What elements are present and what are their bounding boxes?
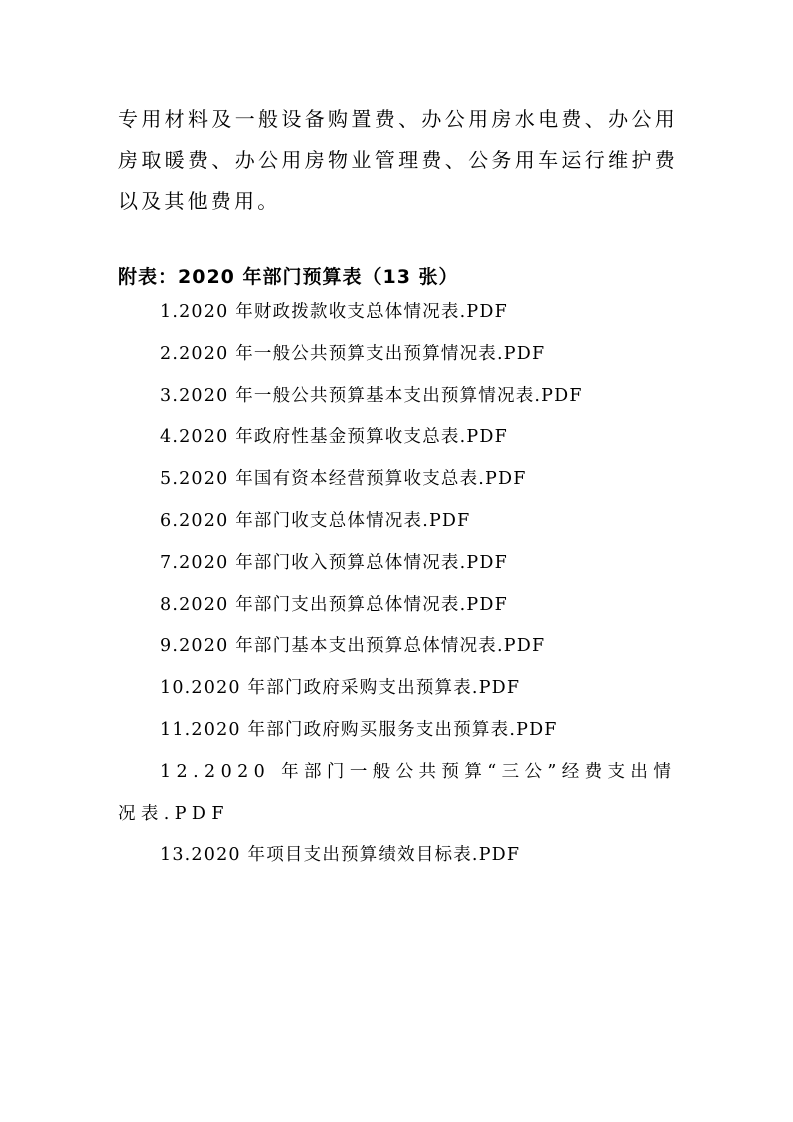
appendix-item: 12.2020 年部门一般公共预算“三公”经费支出情况表.PDF — [118, 761, 677, 824]
body-paragraph: 专用材料及一般设备购置费、办公用房水电费、办公用房取暖费、办公用房物业管理费、公务用车运行维护费以及其他费用。 — [118, 107, 678, 213]
appendix-item: 11.2020 年部门政府购买服务支出预算表.PDF — [160, 719, 558, 740]
appendix-item: 9.2020 年部门基本支出预算总体情况表.PDF — [160, 636, 546, 657]
appendix-list — [118, 292, 678, 877]
appendix-item: 13.2020 年项目支出预算绩效目标表.PDF — [160, 845, 521, 866]
appendix-item: 10.2020 年部门政府采购支出预算表.PDF — [160, 678, 521, 699]
appendix-item: 3.2020 年一般公共预算基本支出预算情况表.PDF — [160, 385, 583, 406]
appendix-item: 8.2020 年部门支出预算总体情况表.PDF — [160, 594, 508, 615]
appendix-item: 6.2020 年部门收支总体情况表.PDF — [160, 510, 471, 531]
appendix-item: 7.2020 年部门收入预算总体情况表.PDF — [160, 552, 508, 573]
appendix-heading: 附表：2020 年部门预算表（13 张） — [118, 266, 459, 288]
appendix-item: 5.2020 年国有资本经营预算收支总表.PDF — [160, 469, 527, 490]
appendix-item: 1.2020 年财政拨款收支总体情况表.PDF — [160, 302, 508, 322]
appendix-item: 2.2020 年一般公共预算支出预算情况表.PDF — [160, 343, 546, 364]
appendix-item: 4.2020 年政府性基金预算收支总表.PDF — [160, 427, 508, 448]
